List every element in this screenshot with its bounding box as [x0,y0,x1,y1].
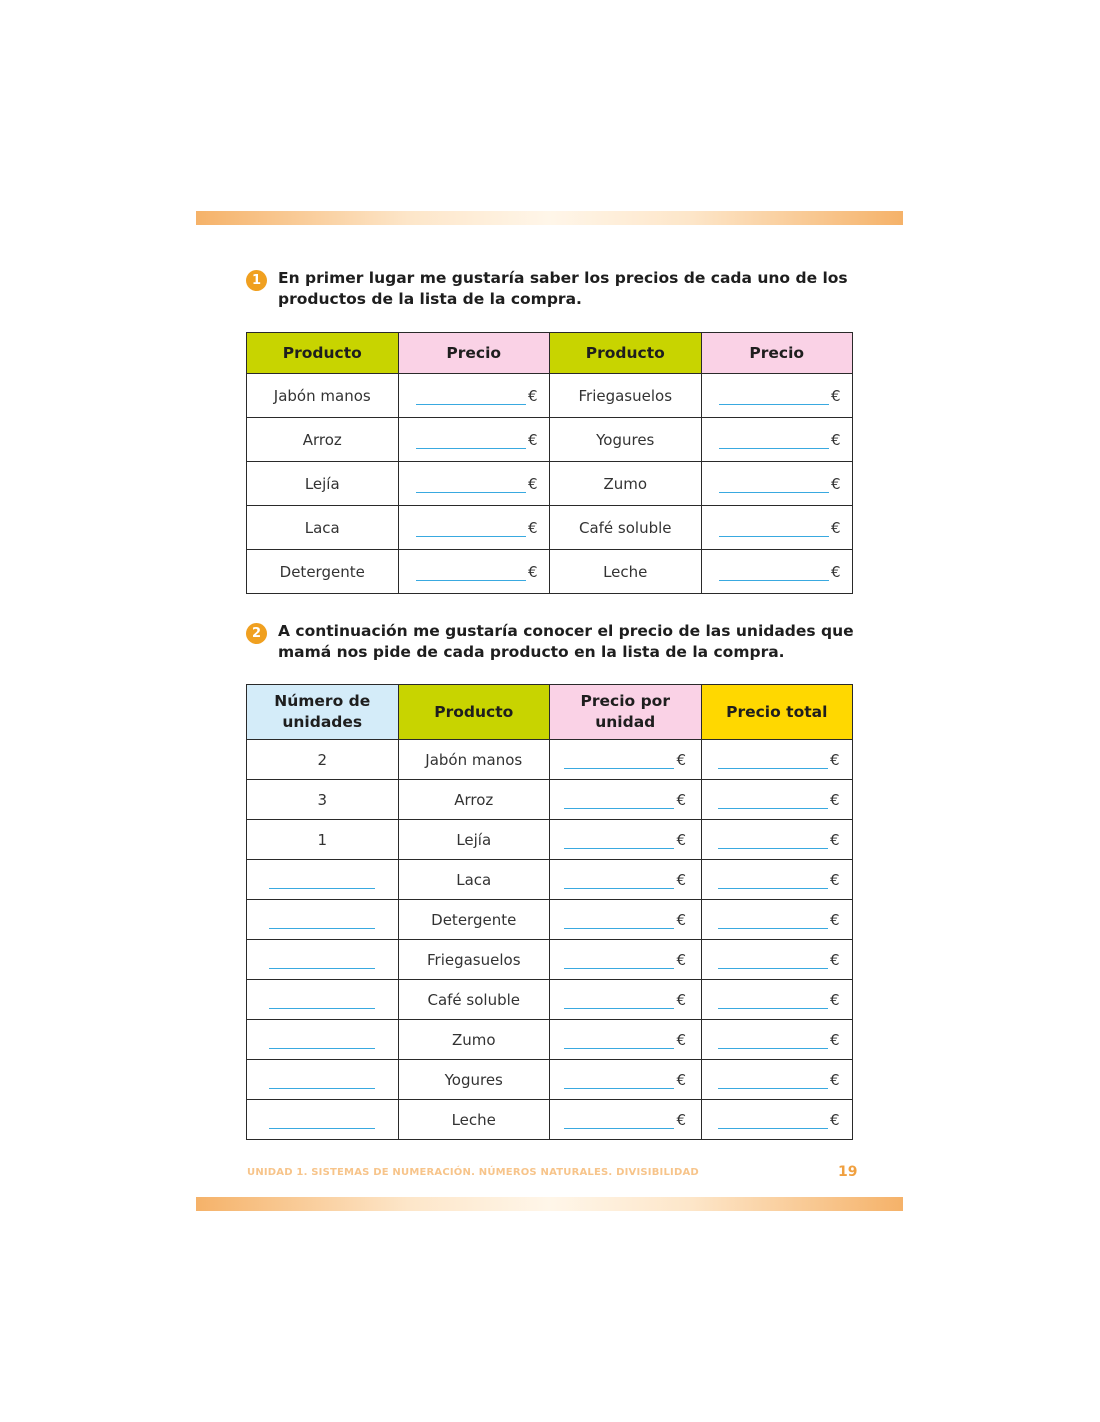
product-cell: Detergente [398,900,550,940]
table-row [247,550,853,594]
table-row [247,1060,853,1100]
price-input-cell-blank-line[interactable] [416,447,526,449]
euro-symbol: € [830,430,841,449]
total-price-input-cell[interactable] [701,940,853,980]
units-cell[interactable] [247,1060,399,1100]
price-input-cell-blank-line[interactable] [719,403,829,405]
table-row [247,1100,853,1140]
unit-price-input-cell-blank-line[interactable] [564,1007,674,1009]
euro-symbol: € [829,950,840,969]
total-price-input-cell-blank-line[interactable] [718,807,828,809]
total-price-input-cell-blank-line[interactable] [718,927,828,929]
price-input-cell[interactable] [701,550,853,594]
unit-price-input-cell-blank-line[interactable] [564,1127,674,1129]
euro-symbol: € [676,910,687,929]
prices-table [246,332,853,594]
unit-price-input-cell[interactable] [550,780,702,820]
product-cell: Laca [247,506,399,550]
product-cell: Arroz [398,780,550,820]
total-price-input-cell[interactable] [701,820,853,860]
table-row [247,940,853,980]
unit-price-input-cell[interactable] [550,1100,702,1140]
units-blank-line[interactable] [269,927,375,929]
total-price-input-cell[interactable] [701,1060,853,1100]
euro-symbol: € [830,474,841,493]
units-cell[interactable] [247,860,399,900]
units-blank-line[interactable] [269,967,375,969]
price-input-cell-blank-line[interactable] [719,579,829,581]
euro-symbol: € [527,386,538,405]
product-cell: Detergente [247,550,399,594]
table-row [247,980,853,1020]
product-cell: Arroz [247,418,399,462]
total-price-input-cell-blank-line[interactable] [718,1047,828,1049]
table-row [247,820,853,860]
total-price-input-cell-blank-line[interactable] [718,1007,828,1009]
euro-symbol: € [830,518,841,537]
product-cell: Lejía [398,820,550,860]
product-cell: Jabón manos [398,740,550,780]
unit-price-input-cell[interactable] [550,740,702,780]
table-row [247,900,853,940]
total-price-input-cell[interactable] [701,740,853,780]
euro-symbol: € [829,910,840,929]
euro-symbol: € [676,870,687,889]
exercise-1-number-badge: 1 [246,270,267,291]
total-price-input-cell[interactable] [701,1020,853,1060]
table-row [247,374,853,418]
product-cell: Yogures [398,1060,550,1100]
total-price-input-cell[interactable] [701,860,853,900]
total-price-input-cell-blank-line[interactable] [718,847,828,849]
euro-symbol: € [676,830,687,849]
total-price-input-cell-blank-line[interactable] [718,1127,828,1129]
euro-symbol: € [676,750,687,769]
price-input-cell-blank-line[interactable] [416,535,526,537]
header-precio-2: Precio [701,333,853,374]
euro-symbol: € [829,870,840,889]
footer-unit-title: UNIDAD 1. SISTEMAS DE NUMERACIÓN. NÚMEROS NATURALES. DIVISIBILIDAD [247,1167,699,1178]
total-price-input-cell[interactable] [701,980,853,1020]
table-row [247,418,853,462]
price-input-cell-blank-line[interactable] [719,447,829,449]
price-input-cell[interactable] [701,506,853,550]
units-value: 3 [317,790,328,809]
euro-symbol: € [829,750,840,769]
units-value: 1 [317,830,328,849]
euro-symbol: € [676,950,687,969]
price-input-cell[interactable] [701,462,853,506]
unit-price-input-cell-blank-line[interactable] [564,1087,674,1089]
units-blank-line[interactable] [269,1007,375,1009]
euro-symbol: € [676,1110,687,1129]
price-input-cell[interactable] [398,418,550,462]
prices-table-header [247,333,853,374]
unit-price-input-cell-blank-line[interactable] [564,967,674,969]
euro-symbol: € [676,1030,687,1049]
product-cell: Leche [398,1100,550,1140]
units-cell[interactable] [247,980,399,1020]
unit-price-input-cell-blank-line[interactable] [564,807,674,809]
unit-prices-table [246,684,853,1140]
unit-price-input-cell[interactable] [550,860,702,900]
header-numero-unidades: Número de unidades [247,685,399,740]
units-cell [247,820,399,860]
euro-symbol: € [829,790,840,809]
units-cell [247,780,399,820]
header-producto: Producto [398,685,550,740]
unit-prices-table-header [247,685,853,740]
total-price-input-cell-blank-line[interactable] [718,767,828,769]
euro-symbol: € [527,518,538,537]
unit-price-input-cell-blank-line[interactable] [564,887,674,889]
euro-symbol: € [830,386,841,405]
euro-symbol: € [829,990,840,1009]
unit-price-input-cell[interactable] [550,900,702,940]
total-price-input-cell[interactable] [701,780,853,820]
unit-price-input-cell[interactable] [550,940,702,980]
exercise-2 [246,621,856,663]
unit-price-input-cell-blank-line[interactable] [564,1047,674,1049]
unit-price-input-cell[interactable] [550,1020,702,1060]
exercise-1-instruction: En primer lugar me gustaría saber los precios de cada uno de los productos de la lista de la compra. [278,269,848,308]
header-producto-2: Producto [550,333,702,374]
table-row [247,506,853,550]
price-input-cell[interactable] [701,418,853,462]
units-cell[interactable] [247,1100,399,1140]
unit-price-input-cell-blank-line[interactable] [564,927,674,929]
product-cell: Zumo [550,462,702,506]
header-precio-1: Precio [398,333,550,374]
unit-price-input-cell-blank-line[interactable] [564,767,674,769]
euro-symbol: € [829,1110,840,1129]
product-cell: Lejía [247,462,399,506]
product-cell: Leche [550,550,702,594]
total-price-input-cell[interactable] [701,900,853,940]
product-cell: Friegasuelos [550,374,702,418]
units-cell[interactable] [247,900,399,940]
unit-price-input-cell-blank-line[interactable] [564,847,674,849]
price-input-cell[interactable] [398,374,550,418]
total-price-input-cell-blank-line[interactable] [718,1087,828,1089]
price-input-cell[interactable] [701,374,853,418]
units-cell [247,740,399,780]
euro-symbol: € [829,1070,840,1089]
product-cell: Café soluble [550,506,702,550]
price-input-cell-blank-line[interactable] [416,579,526,581]
product-cell: Yogures [550,418,702,462]
euro-symbol: € [829,1030,840,1049]
euro-symbol: € [676,990,687,1009]
price-input-cell-blank-line[interactable] [719,491,829,493]
price-input-cell-blank-line[interactable] [416,403,526,405]
total-price-input-cell-blank-line[interactable] [718,887,828,889]
product-cell: Jabón manos [247,374,399,418]
header-precio-por-unidad: Precio por unidad [550,685,702,740]
table-row [247,1020,853,1060]
unit-price-input-cell[interactable] [550,820,702,860]
price-input-cell[interactable] [398,462,550,506]
product-cell: Friegasuelos [398,940,550,980]
euro-symbol: € [676,790,687,809]
price-input-cell-blank-line[interactable] [719,535,829,537]
exercise-2-number-badge: 2 [246,623,267,644]
euro-symbol: € [830,562,841,581]
euro-symbol: € [829,830,840,849]
table-row [247,462,853,506]
units-blank-line[interactable] [269,1047,375,1049]
product-cell: Café soluble [398,980,550,1020]
table-row [247,780,853,820]
euro-symbol: € [527,430,538,449]
total-price-input-cell[interactable] [701,1100,853,1140]
euro-symbol: € [527,562,538,581]
top-decorative-band [196,211,903,225]
exercise-2-instruction: A continuación me gustaría conocer el precio de las unidades que mamá nos pide de cada producto en la lista de la compra. [278,622,854,661]
total-price-input-cell-blank-line[interactable] [718,967,828,969]
units-blank-line[interactable] [269,1087,375,1089]
price-input-cell[interactable] [398,550,550,594]
units-blank-line[interactable] [269,887,375,889]
unit-price-input-cell[interactable] [550,1060,702,1100]
euro-symbol: € [676,1070,687,1089]
product-cell: Laca [398,860,550,900]
price-input-cell[interactable] [398,506,550,550]
euro-symbol: € [527,474,538,493]
units-cell[interactable] [247,940,399,980]
page-number: 19 [838,1164,858,1180]
header-precio-total: Precio total [701,685,853,740]
exercise-1 [246,268,856,310]
header-producto-1: Producto [247,333,399,374]
table-row [247,860,853,900]
units-blank-line[interactable] [269,1127,375,1129]
unit-price-input-cell[interactable] [550,980,702,1020]
bottom-decorative-band [196,1197,903,1211]
units-cell[interactable] [247,1020,399,1060]
units-value: 2 [317,750,328,769]
table-row [247,740,853,780]
product-cell: Zumo [398,1020,550,1060]
price-input-cell-blank-line[interactable] [416,491,526,493]
